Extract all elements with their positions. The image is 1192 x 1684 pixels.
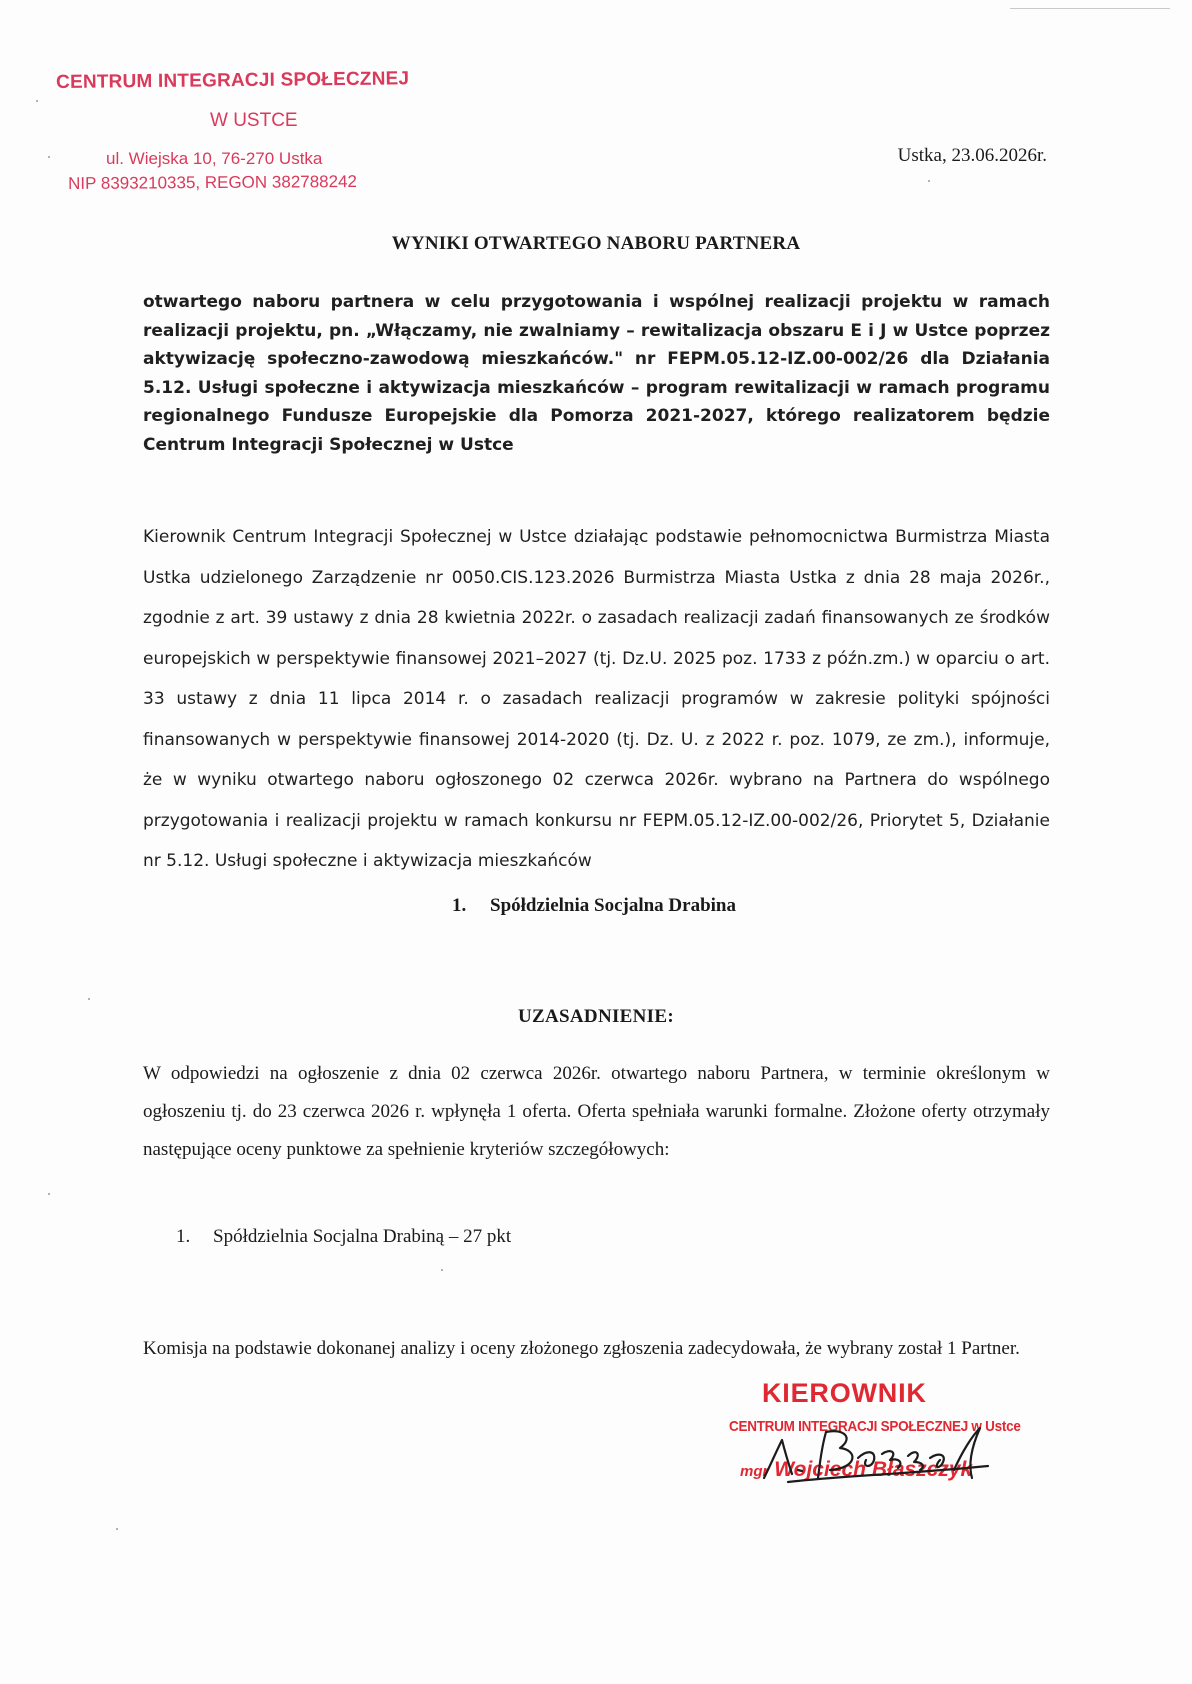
letterhead-name-line2: W USTCE xyxy=(210,110,298,131)
scan-speck xyxy=(36,100,38,102)
scan-speck xyxy=(441,1269,443,1271)
selected-partner xyxy=(452,895,736,917)
scan-speck xyxy=(48,1193,50,1195)
document-title: WYNIKI OTWARTEGO NABORU PARTNERA xyxy=(391,233,801,254)
scan-speck xyxy=(48,156,50,158)
justification-heading: UZASADNIENIE: xyxy=(518,1006,674,1027)
signature-stamp-person-name: Wojciech Błaszczyk xyxy=(774,1458,973,1481)
signature-stamp-organization: CENTRUM INTEGRACJI SPOŁECZNEJ w Ustce xyxy=(729,1418,1021,1435)
handwritten-signature xyxy=(758,1418,998,1490)
place-date: Ustka, 23.06.2026r. xyxy=(897,145,1047,166)
scan-speck xyxy=(88,998,90,1000)
letterhead-name-line1: CENTRUM INTEGRACJI SPOŁECZNEJ xyxy=(56,68,410,93)
score-item-number: 1. xyxy=(176,1226,191,1247)
justification-paragraph: W odpowiedzi na ogłoszenie z dnia 02 czerwca 2026r. otwartego naboru Partnera, w terminie określonym w ogłoszeniu tj. do 23 czerwca 2026 r. wpłynęła 1 oferta. Oferta spełniała warunki formalne. Złożone oferty otrzymały następujące oceny punktowe za spełnienie kryteriów szczegółowych: xyxy=(143,1063,1050,1160)
scan-speck xyxy=(928,180,930,182)
letterhead-ids: NIP 8393210335, REGON 382788242 xyxy=(68,171,358,193)
selected-partner-name: Spółdzielnia Socjalna Drabina xyxy=(490,895,736,916)
scan-speck xyxy=(116,1528,118,1530)
letterhead-address: ul. Wiejska 10, 76-270 Ustka xyxy=(106,149,323,168)
score-item-text: Spółdzielnia Socjalna Drabiną – 27 pkt xyxy=(213,1226,512,1247)
score-list-item xyxy=(176,1226,511,1248)
intro-paragraph: otwartego naboru partnera w celu przygotowania i wspólnej realizacji projektu w ramach realizacji projektu, pn. „Włączamy, nie zwalniamy – rewitalizacja obszaru E i J w Ustce poprzez aktywizację społeczno-zawodową mieszkańców." nr FEPM.05.12-IZ.00-002/26 dla Działania 5.12. Usługi społeczne i aktywizacja mieszkańców – program rewitalizacji w ramach programu regionalnego Fundusze Europejskie dla Pomorza 2021-2027, którego realizatorem będzie Centrum Integracji Społecznej w Ustce xyxy=(143,292,1050,455)
body-paragraph: Kierownik Centrum Integracji Społecznej w Ustce działając podstawie pełnomocnictwa Burmistrza Miasta Ustka udzielonego Zarządzenie nr 0050.CIS.123.2026 Burmistrza Miasta Ustka z dnia 28 maja 2026r., zgodnie z art. 39 ustawy z dnia 28 kwietnia 2022r. o zasadach realizacji zadań finansowanych ze środków europejskich w perspektywie finansowej 2021–2027 (tj. Dz.U. 2025 poz. 1733 z późn.zm.) w oparciu o art. 33 ustawy z dnia 11 lipca 2014 r. o zasadach realizacji programów w zakresie polityki spójności finansowanych w perspektywie finansowej 2014-2020 (tj. Dz. U. z 2022 r. poz. 1079, ze zm.), informuje, że w wyniku otwartego naboru ogłoszonego 02 czerwca 2026r. wybrano na Partnera do wspólnego przygotowania i realizacji projektu w ramach konkursu nr FEPM.05.12-IZ.00-002/26, Priorytet 5, Działanie nr 5.12. Usługi społeczne i aktywizacja mieszkańców xyxy=(143,527,1050,871)
conclusion-paragraph: Komisja na podstawie dokonanej analizy i oceny złożonego zgłoszenia zadecydowała, że wybrany został 1 Partner. xyxy=(143,1338,1020,1359)
signature-stamp-person-prefix: mgr xyxy=(740,1463,769,1480)
scan-edge-line xyxy=(1010,8,1170,9)
signature-stamp-role: KIEROWNIK xyxy=(762,1378,927,1408)
selected-partner-number: 1. xyxy=(452,895,467,916)
